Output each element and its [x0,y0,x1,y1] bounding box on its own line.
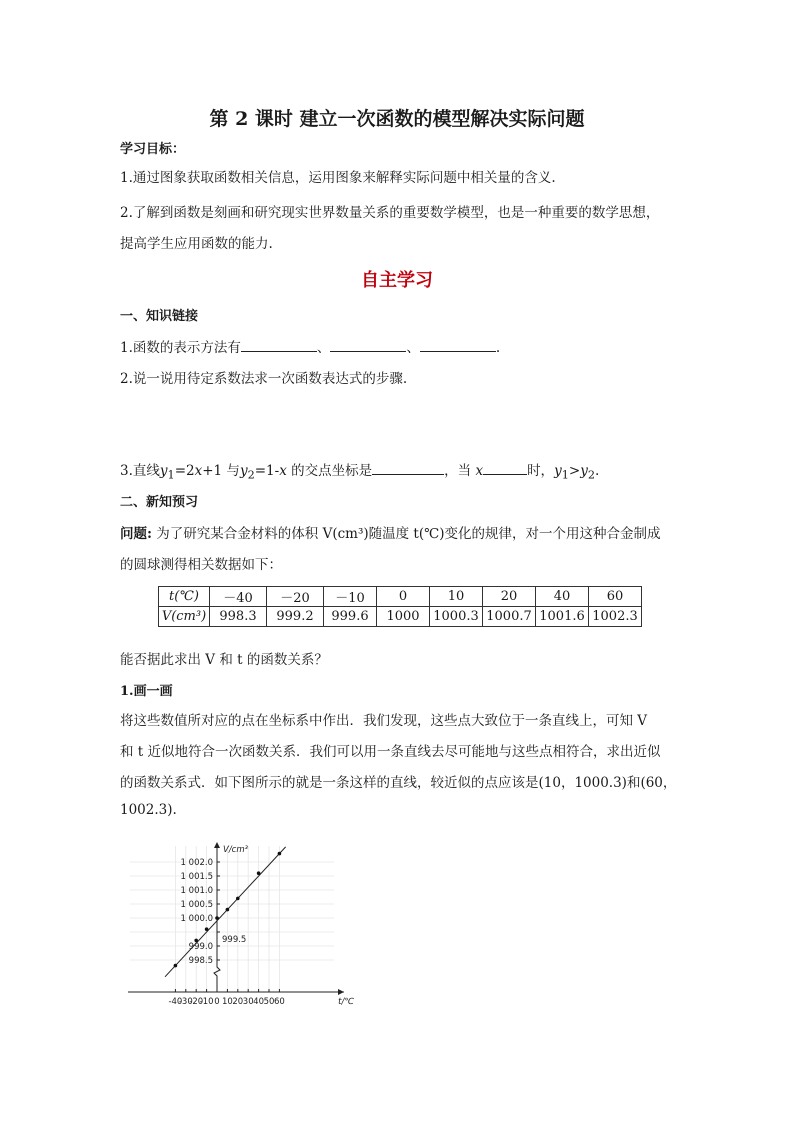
sub-heading: 1.画一画 [120,684,173,699]
var-y: y [580,463,588,479]
var-x: x [194,463,203,479]
table-cell: 1000 [377,607,430,627]
x-tick-label: -10 [199,997,214,1006]
separator: 、 [406,340,420,356]
goal-1: 1.通过图象获取函数相关信息，运用图象来解释实际问题中相关量的含义. [120,170,556,186]
table-cell: 60 [589,587,642,607]
y-axis-label: V/cm³ [223,845,249,855]
data-point [226,908,230,912]
x-tick-label: 20 [232,997,244,1006]
var-x: x [279,463,287,479]
var-y: y [554,463,562,479]
goal-2: 2.了解到函数是刻画和研究现实世界数量关系的重要数学模型，也是一种重要的数学思想， [120,205,660,221]
y-tick-label: 1 000.5 [180,900,213,910]
part1-heading: 一、知识链接 [120,309,199,324]
chart-axes [128,842,344,995]
paragraph-line: 和 t 近似地符合一次函数关系．我们可以用一条直线去尽可能地与这些点相符合，求出近似 [120,744,661,760]
x-tick-label: -20 [189,997,204,1006]
x-tick-label: 40 [253,997,265,1006]
table-cell: 1002.3 [589,607,642,627]
q3-text: > [568,463,581,479]
q3-text: 时， [527,463,555,479]
y-tick-label: 999.0 [188,942,213,952]
question-1-text: 1.函数的表示方法有 [120,340,241,356]
data-point [174,964,178,968]
y-tick-label: 1 000.0 [180,914,213,924]
table-cell: －10 [324,587,377,607]
y-tick-label: 1 002.0 [180,858,213,868]
q3-prefix: 3.直线 [120,463,160,479]
scatter-chart [116,840,356,1006]
answer-blank[interactable] [241,337,317,352]
table-cell: 0 [377,587,430,607]
x-tick-label: 30 [242,997,254,1006]
problem-line-2: 的圆球测得相关数据如下： [120,557,282,573]
table-row [159,587,642,607]
expr: +1 与 [202,463,240,479]
var-x: x [475,463,484,479]
separator: 、 [316,340,331,356]
section-title: 自主学习 [361,270,433,291]
y-axis-arrow [214,842,220,848]
y-tick-label: 1 001.5 [180,872,213,882]
table-cell: －40 [210,587,267,607]
part2-heading: 二、新知预习 [120,495,199,510]
answer-blank[interactable] [420,337,496,352]
table-row-label: t(℃) [159,587,210,607]
table-cell: 999.2 [267,607,324,627]
x-tick-label: 60 [273,997,285,1006]
subscript: 2 [587,468,595,482]
var-y: y [159,463,168,479]
question-2: 2.说一说用待定系数法求一次函数表达式的步骤. [120,371,408,387]
question-3 [120,459,599,482]
table-cell: 999.6 [324,607,377,627]
answer-blank[interactable] [483,460,527,475]
table-row [159,607,642,627]
table-cell: 998.3 [210,607,267,627]
y-tick-label: 998.5 [188,956,213,966]
data-point [215,916,219,920]
q3-text: ，当 [444,463,476,479]
problem-text: 为了研究某合金材料的体积 V(cm³)随温度 t(℃)变化的规律，对一个用这种合金制成 [151,526,661,542]
table-cell: 1000.3 [430,607,483,627]
problem-label: 问题: [120,526,152,542]
table-cell: 20 [483,587,536,607]
problem-line-1 [120,522,660,542]
paragraph-line: 将这些数值所对应的点在坐标系中作出．我们发现，这些点大致位于一条直线上，可知 V [120,713,648,729]
table-cell: 40 [536,587,589,607]
period: . [595,463,600,479]
x-tick-label: 10 [221,997,233,1006]
x-tick-label: 0 [214,997,220,1006]
subscript: 2 [247,468,255,482]
answer-blank[interactable] [372,460,444,475]
x-axis-arrow [338,989,344,995]
lesson-title: 第 2 课时 建立一次函数的模型解决实际问题 [209,108,585,130]
period: . [495,340,501,356]
data-point [278,852,282,856]
table-cell: 10 [430,587,483,607]
subscript: 1 [561,468,569,482]
table-cell: 1001.6 [536,607,589,627]
answer-blank[interactable] [330,337,406,352]
x-tick-label: 50 [263,997,275,1006]
x-tick-label: -40 [168,997,183,1006]
table-row-label: V(cm³) [159,607,210,627]
y-tick-label: 1 001.0 [180,886,213,896]
expr: =1- [254,463,280,479]
y-tick-label: 999.5 [222,935,247,945]
var-y: y [239,463,248,479]
question-text: 能否据此求出 V 和 t 的函数关系？ [120,652,328,668]
data-point [205,927,209,931]
table-cell: －20 [267,587,324,607]
x-tick-label: -30 [178,997,193,1006]
table-cell: 1000.7 [483,607,536,627]
x-axis-label: t/℃ [338,997,354,1006]
subscript: 1 [167,468,175,482]
goal-2-continued: 提高学生应用函数的能力. [120,236,273,252]
chart-background [130,846,334,992]
data-point [236,897,240,901]
paragraph-line: 的函数关系式．如下图所示的就是一条这样的直线，较近似的点应该是(10，1000.3)和(60， [120,775,677,791]
expr: =2 [174,463,195,479]
question-1 [120,336,500,356]
data-table [158,586,642,627]
paragraph-line: 1002.3). [120,802,177,818]
goals-heading: 学习目标： [120,142,186,157]
data-point [257,871,261,875]
q3-text: 的交点坐标是 [286,463,373,479]
